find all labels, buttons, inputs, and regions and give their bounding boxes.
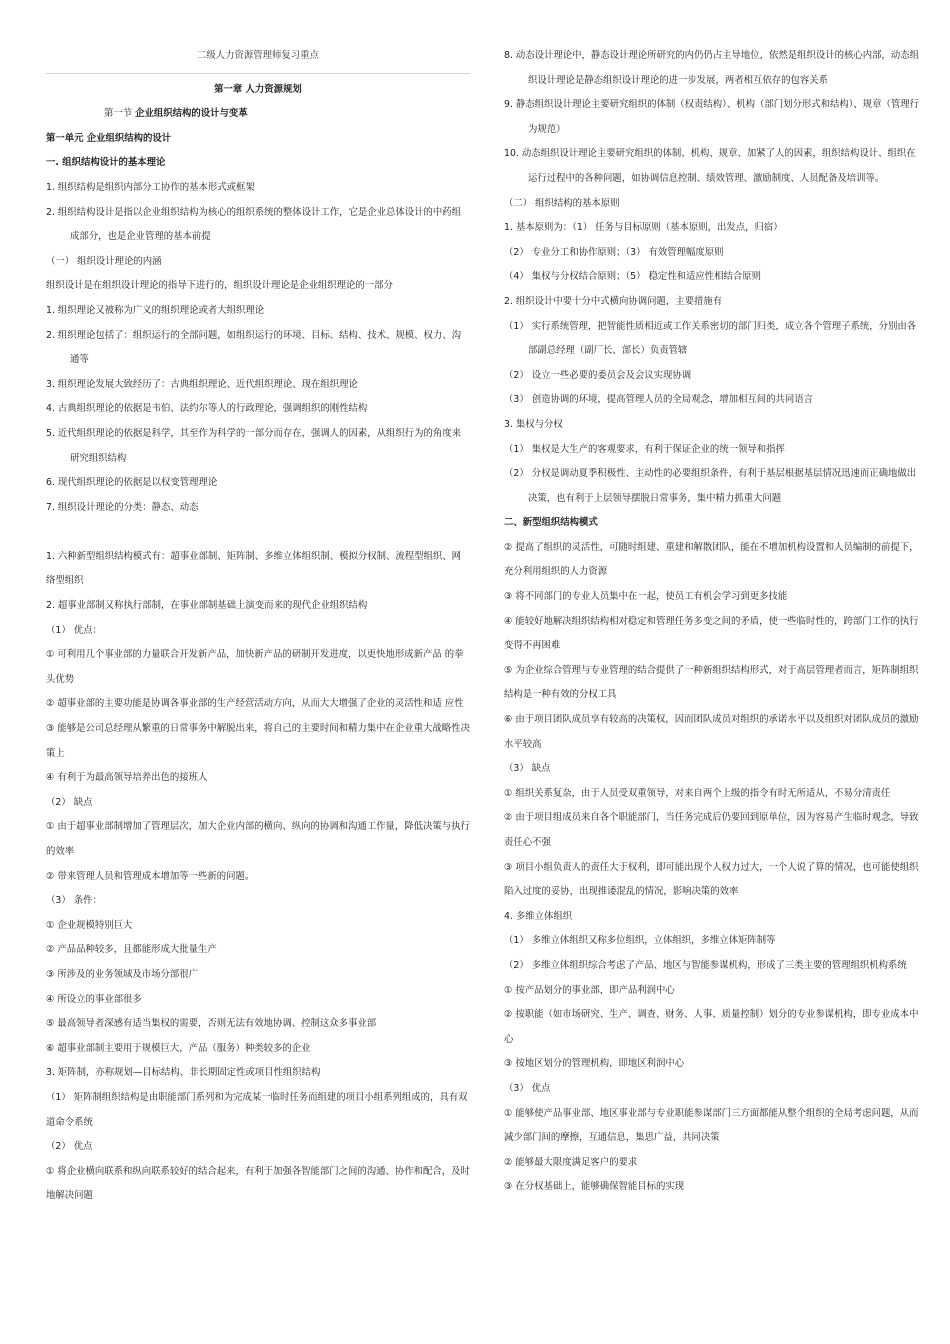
paragraph: ③ 在分权基础上，能够确保智能目标的实现 — [504, 1181, 685, 1193]
paragraph: ③ 所涉及的业务领域及市场分部很广 — [46, 968, 199, 980]
paragraph: ② 产品品种较多，且都能形成大批量生产 — [46, 944, 217, 956]
paragraph: 7. 组织设计理论的分类：静态、动态 — [46, 501, 199, 513]
paragraph: ① 组织关系复杂，由于人员受双重领导，对来自两个上级的指令有时无所适从，不易分清责任 — [504, 787, 891, 799]
subheading: 一. 组织结构设计的基本理论 — [46, 157, 166, 169]
paragraph: 4. 古典组织理论的依据是韦伯、法约尔等人的行政理论，强调组织的刚性结构 — [46, 403, 368, 415]
paragraph: 1. 基本原则为：（1） 任务与目标原则（基本原则，出发点，归宿） — [504, 222, 783, 234]
paragraph: 4. 多维立体组织 — [504, 910, 573, 922]
paragraph: （2） 设立一些必要的委员会及会议实现协调 — [504, 369, 692, 381]
paragraph: 3. 组织理论发展大致经历了：古典组织理论、近代组织理论、现在组织理论 — [46, 378, 358, 390]
paragraph: ① 按产品划分的事业部，即产品利润中心 — [504, 984, 675, 996]
subheading: 二、新型组织结构模式 — [504, 517, 598, 529]
section-title: 企业组织结构的设计与变革 — [135, 108, 248, 120]
header-divider — [46, 73, 470, 74]
paragraph: 1. 组织理论又被称为广义的组织理论或者大组织理论 — [46, 304, 265, 316]
paragraph: ① 能够使产品事业部、地区事业部与专业职能参谋部门三方面都能从整个组织的全局考虑问题，从而减少部门间的摩擦，互通信息，集思广益，共同决策 — [504, 1107, 919, 1144]
paragraph: （4） 集权与分权结合原则；（5） 稳定性和适应性相结合原则 — [504, 271, 761, 283]
paragraph: （2） 专业分工和协作原则；（3） 有效管理幅度原则 — [504, 246, 724, 258]
paragraph: （2） 多维立体组织综合考虑了产品、地区与智能参谋机构，形成了三类主要的管理组织机构系统 — [504, 959, 907, 971]
paragraph: ① 可利用几个事业部的力量联合开发新产品，加快新产品的研制开发进度，以更快地形成新产品 的拳头优势 — [46, 649, 464, 685]
paragraph: ① 企业规模特别巨大 — [46, 919, 133, 931]
paragraph: ② 能够最大限度满足客户的要求 — [504, 1156, 638, 1168]
right-column-body — [504, 44, 924, 1200]
paragraph: ② 按职能（如市场研究、生产、调查、财务、人事、质量控制）划分的专业参谋机构，即专业成本中心 — [504, 1009, 919, 1045]
paragraph: ③ 将不同部门的专业人员集中在一起，使员工有机会学习到更多技能 — [504, 591, 788, 603]
section-prefix: 第一节 — [104, 108, 133, 120]
paragraph: （3） 条件： — [46, 895, 102, 907]
paragraph: ③ 按地区划分的管理机构，即地区利润中心 — [504, 1058, 685, 1070]
list-item: 5. 近代组织理论的依据是科学，其至作为科学的一部分而存在，强调人的因素，从组织行为的角度来研究组织结构 — [46, 427, 462, 464]
paragraph: ③ 能够是公司总经理从繁重的日常事务中解脱出来，将自己的主要时间和精力集中在企业重大战略性决策上 — [46, 723, 470, 759]
right-column — [504, 44, 924, 1200]
spacer — [46, 520, 470, 545]
list-item: 8. 动态设计理论中，静态设计理论所研究的内仍仍占主导地位，依然是组织设计的核心内部，动态组织设计理论是静态组织设计理论的进一步发展，两者相互依存的包容关系 — [504, 50, 920, 86]
document-title: 二级人力资源管理师复习重点 — [197, 50, 319, 61]
list-item: （2） 分权是调动夏季积极性、主动性的必要组织条件，有利于基层根据基层情况迅速而正确地做出决策，也有利于上层领导摆脱日常事务，集中精力抓重大问题 — [504, 468, 917, 504]
paragraph: （2） 优点 — [46, 1141, 93, 1153]
paragraph: 6. 现代组织理论的依据是以权变管理理论 — [46, 477, 218, 489]
paragraph: ② 超事业部的主要功能是协调各事业部的生产经营活动方向，从而大大增强了企业的灵活性和适 应性 — [46, 698, 464, 710]
paragraph: （一） 组织设计理论的内涵 — [46, 255, 162, 267]
paragraph: ⑥ 超事业部制主要用于规模巨大，产品（服务）种类较多的企业 — [46, 1042, 311, 1054]
list-item: 10. 动态组织设计理论主要研究组织的体制、机构、规章、加紧了人的因素，组织结构设计、组织在运行过程中的各种问题，如协调信息控制、绩效管理、激励制度、人员配备及培训等。 — [504, 148, 916, 184]
paragraph: ② 提高了组织的灵活性，可随时组建、重建和解散团队，能在不增加机构设置和人员编制的前提下，充分利用组织的人力资源 — [504, 541, 919, 578]
paragraph: 1. 六种新型组织结构模式有：超事业部制、矩阵制、多维立体组织制、模拟分权制、流程型组织、网络型组织 — [46, 550, 462, 587]
chapter-heading: 第一章 人力资源规划 — [214, 83, 302, 95]
paragraph: ④ 所设立的事业部很多 — [46, 993, 142, 1005]
left-column — [46, 44, 470, 1209]
paragraph: ① 将企业横向联系和纵向联系较好的结合起来，有利于加强各智能部门之间的沟通、协作和配合，及时地解决问题 — [46, 1165, 470, 1202]
paragraph: （2） 缺点 — [46, 796, 93, 808]
paragraph: （1） 多维立体组织又称多位组织，立体组织，多维立体矩阵制等 — [504, 935, 776, 947]
paragraph: ⑤ 为企业综合管理与专业管理的结合提供了一种新组织结构形式，对于高层管理者而言，矩阵制组织结构是一种有效的分权工具 — [504, 664, 919, 701]
unit-heading: 第一单元 企业组织结构的设计 — [46, 132, 172, 144]
paragraph: ④ 有利于为最高领导培养出色的接班人 — [46, 772, 208, 784]
paragraph: 2. 超事业部制又称执行部制，在事业部制基础上演变而来的现代企业组织结构 — [46, 600, 368, 612]
paragraph: ⑤ 最高领导者深感有适当集权的需要，否则无法有效地协调、控制这众多事业部 — [46, 1018, 377, 1030]
list-item: （1） 实行系统管理，把智能性质相近或工作关系密切的部门归类，成立各个管理子系统，分别由各部副总经理（副厂长、部长）负责管辖 — [504, 320, 917, 357]
paragraph: ② 由于项目组成员来自各个职能部门，当任务完成后仍要回到原单位，因为容易产生临时观念，导致责任心不强 — [504, 812, 919, 848]
left-column-body — [46, 151, 470, 1209]
list-item: 9. 静态组织设计理论主要研究组织的体制（权责结构）、机构（部门划分形式和结构）、规章（管理行为规范） — [504, 99, 920, 135]
paragraph: 3. 矩阵制，亦称规划—目标结构、非长期固定性或项目性组织结构 — [46, 1067, 321, 1079]
paragraph: ① 由于超事业部制增加了管理层次，加大企业内部的横向、纵向的协调和沟通工作量，降低决策与执行的效率 — [46, 821, 470, 857]
paragraph: （3） 创造协调的环境，提高管理人员的全局观念，增加相互间的共同语言 — [504, 394, 813, 406]
paragraph: 3. 集权与分权 — [504, 418, 563, 430]
paragraph: （1） 集权是大生产的客观要求，有利于保证企业的统一领导和指挥 — [504, 443, 785, 455]
paragraph: ④ 能较好地解决组织结构相对稳定和管理任务多变之间的矛盾，使一些临时性的，跨部门工作的执行变得不再困难 — [504, 615, 919, 652]
paragraph: （1） 优点： — [46, 624, 102, 636]
paragraph: ③ 项目小组负责人的责任大于权利，即可能出现个人权力过大，一个人说了算的情况，也可能使组织陷入过度的妥协，出现推诿混乱的情况，影响决策的效率 — [504, 861, 919, 898]
list-item: 2. 组织结构设计是指以企业组织结构为核心的组织系统的整体设计工作，它是企业总体设计的中药组成部分，也是企业管理的基本前提 — [46, 206, 462, 243]
paragraph: （3） 优点 — [504, 1082, 551, 1094]
paragraph: ② 带来管理人员和管理成本增加等一些新的问题。 — [46, 870, 255, 882]
paragraph: 组织设计是在组织设计理论的指导下进行的，组织设计理论是企业组织理论的一部分 — [46, 280, 393, 292]
paragraph: 2. 组织设计中要十分中式横向协调问题，主要措施有 — [504, 295, 723, 307]
paragraph: 1. 组织结构是组织内部分工协作的基本形式或框架 — [46, 181, 255, 193]
paragraph: （1） 矩阵制组织结构是由职能部门系列和为完成某一临时任务而组建的项目小组系列组成的，具有双道命令系统 — [46, 1091, 468, 1128]
paragraph: （二） 组织结构的基本原则 — [504, 197, 620, 209]
section-heading — [46, 102, 470, 127]
paragraph: （3） 缺点 — [504, 763, 551, 775]
paragraph: ⑥ 由于项目团队成员享有较高的决策权，因而团队成员对组织的承诺水平以及组织对团队成员的激励水平较高 — [504, 714, 919, 750]
list-item: 2. 组织理论包括了：组织运行的全部问题，如组织运行的环境、目标、结构、技术、规模、权力、沟通等 — [46, 329, 462, 366]
